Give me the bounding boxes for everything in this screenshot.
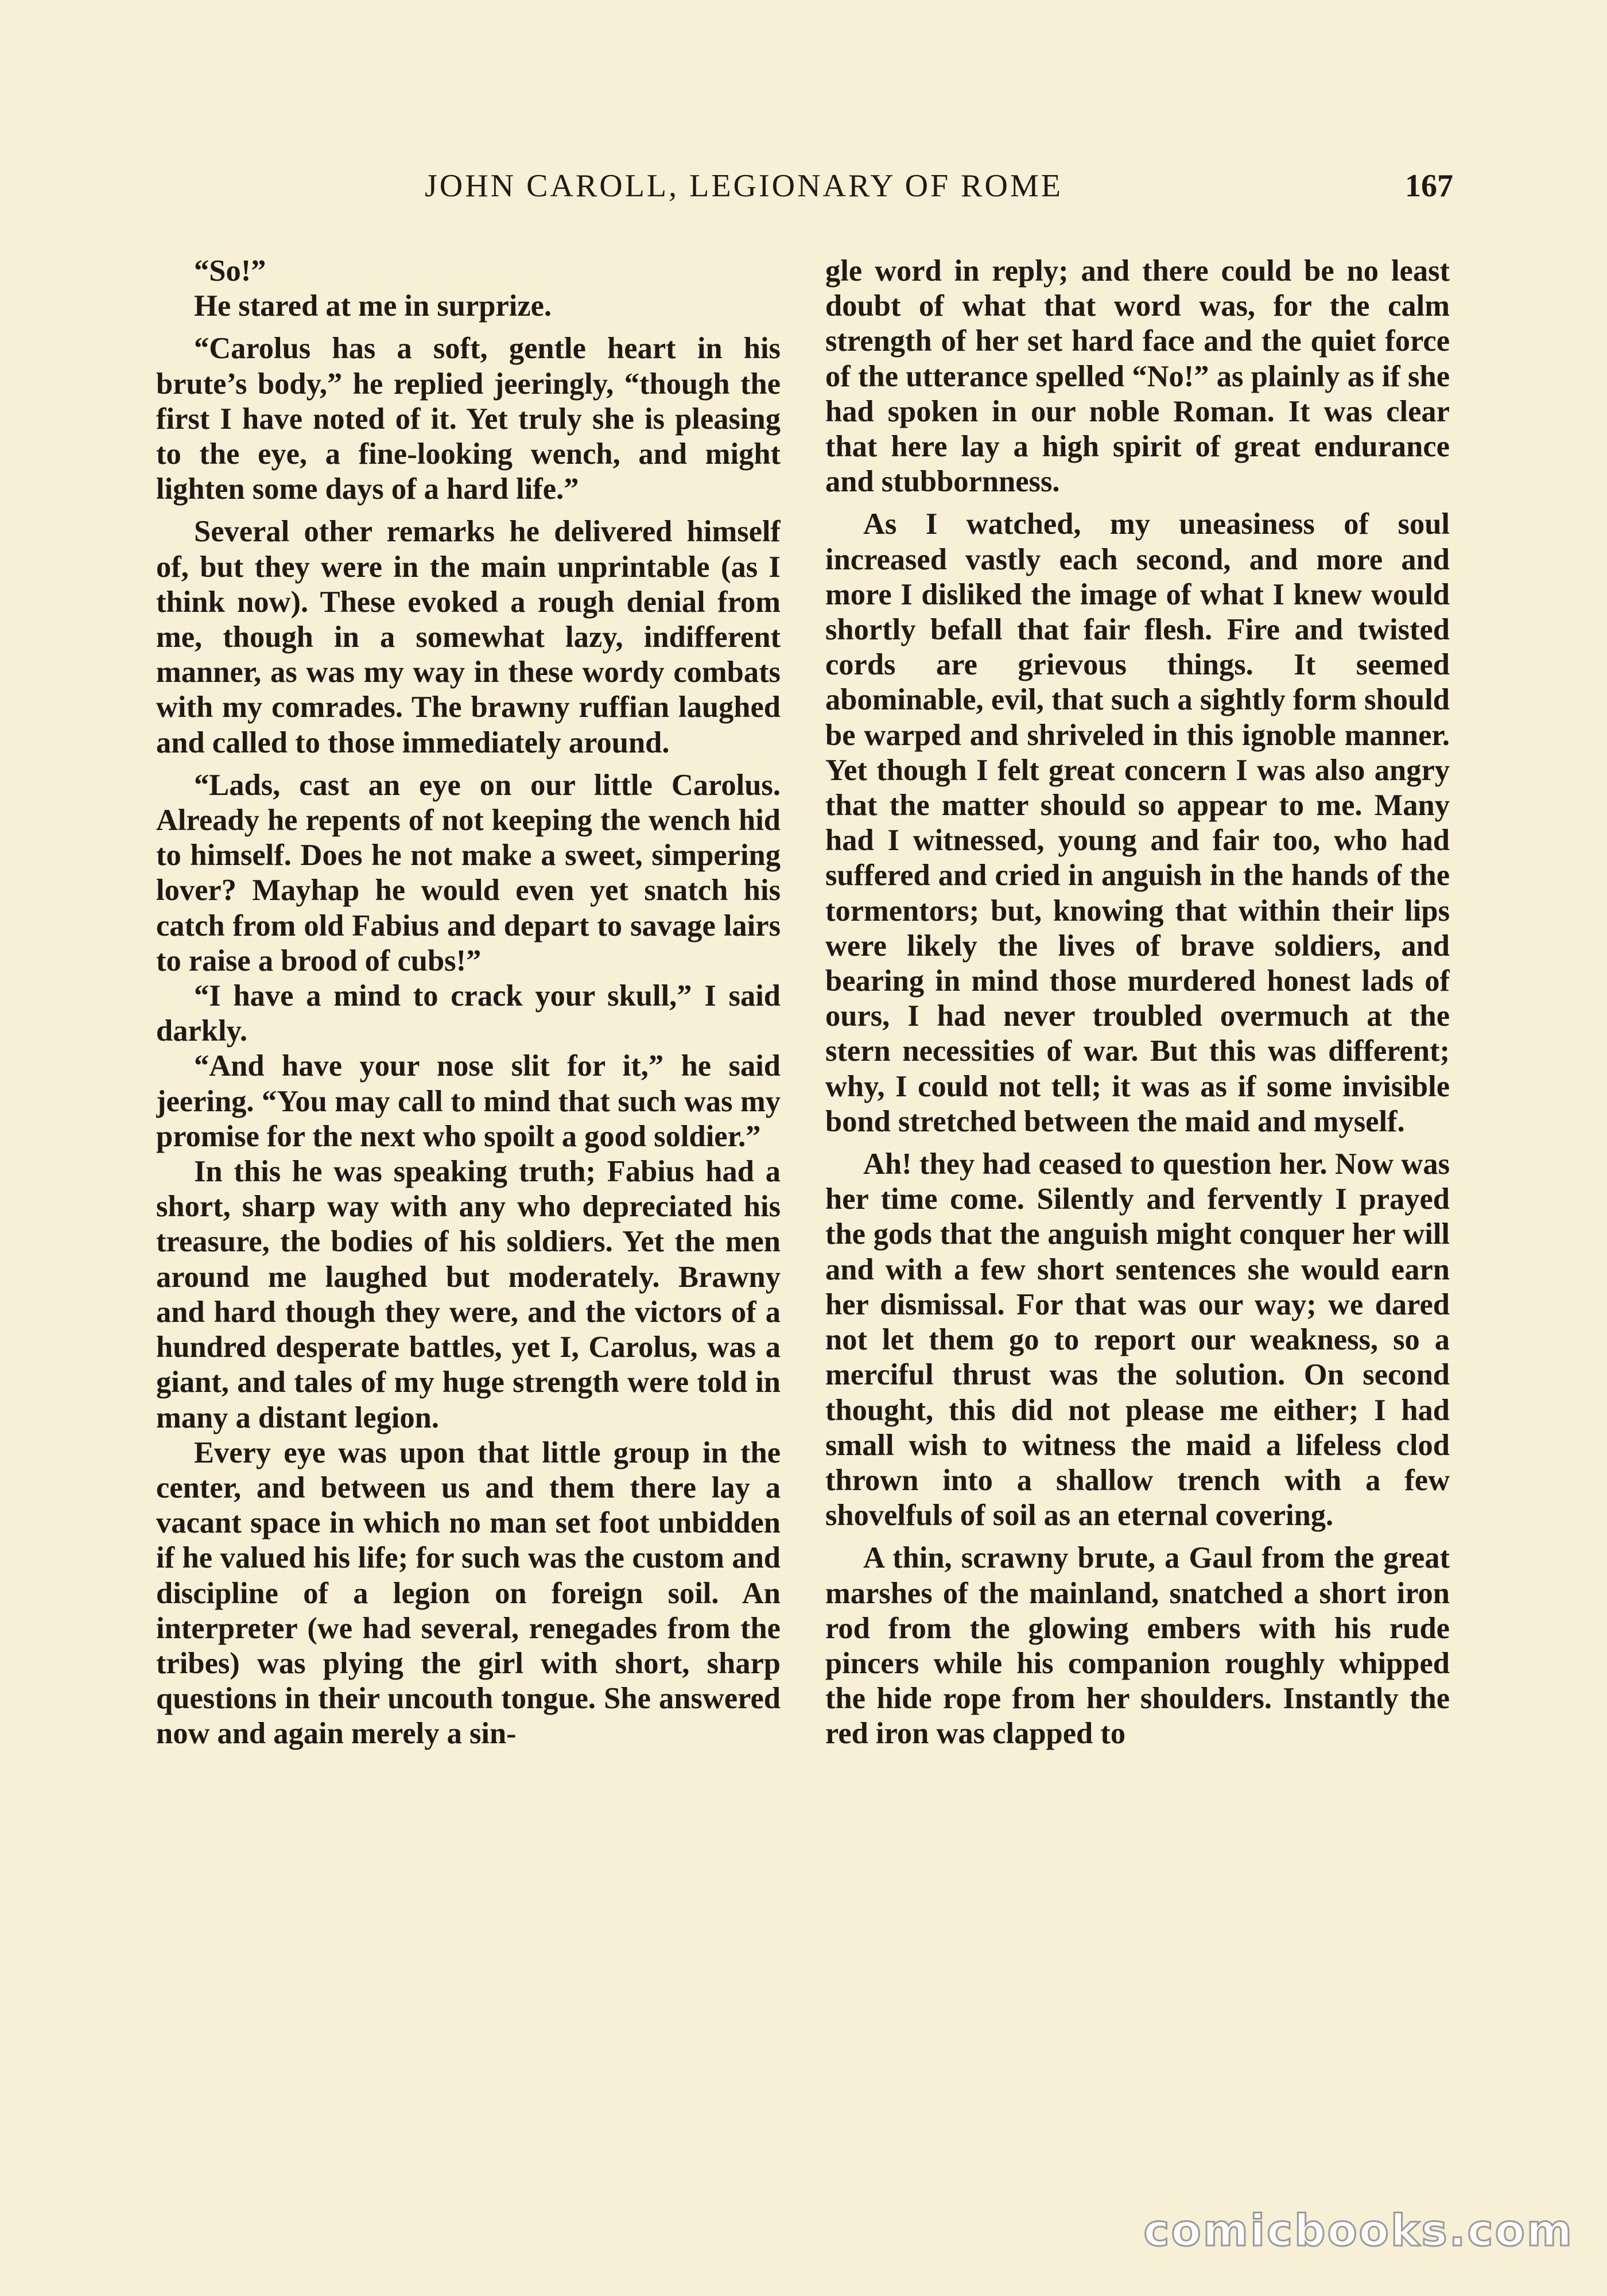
paragraph: “I have a mind to crack your skull,” I said darkly.: [156, 979, 781, 1048]
paragraph: In this he was speaking truth; Fabius had a short, sharp way with any who depreciated his treasure, the bodies of his soldiers. Yet the men around me laughed but moderately. Brawny and hard though they were, and the victors of a hundred desperate battles, yet I, Carolus, was a giant, and tales of my huge strength were told in many a distant legion.: [156, 1155, 781, 1434]
paragraph: “Lads, cast an eye on our little Carolus. Already he repents of not keeping the wench hid to himself. Does he not make a sweet, simpering lover? Mayhap he would even yet snatch his catch from old Fabius and depart to savage lairs to raise a brood of cubs!”: [156, 768, 781, 978]
paragraph: “So!”: [194, 254, 266, 288]
paragraph: A thin, scrawny brute, a Gaul from the great marshes of the mainland, snatched a short iron rod from the glowing embers with his rude pincers while his companion roughly whipped the hide rope from her shoulders. Instantly the red iron was clapped to: [825, 1541, 1450, 1751]
paragraph: Several other remarks he delivered himself of, but they were in the main unprintable (as I think now). These evoked a rough denial from me, though in a somewhat lazy, indifferent manner, as was my way in these wordy combats with my comrades. The brawny ruffian laughed and called to those immediately around.: [156, 515, 781, 759]
running-title: JOHN CAROLL, LEGIONARY OF ROME: [425, 168, 1063, 204]
paragraph: gle word in reply; and there could be no least doubt of what that word was, for the calm strength of her set hard face and the quiet force of the utterance spelled “No!” as plainly as if she had spoken in our noble Roman. It was clear that here lay a high spirit of great endurance and stubbornness.: [825, 254, 1450, 499]
paragraph: Ah! they had ceased to question her. Now was her time come. Silently and fervently I prayed the gods that the anguish might conquer her will and with a few short sentences she would earn her dismissal. For that was our way; we dared not let them go to report our weakness, so a merciful thrust was the solution. On second thought, this did not please me either; I had small wish to witness the maid a lifeless clod thrown into a shallow trench with a few shovelfuls of soil as an eternal covering.: [825, 1147, 1450, 1533]
paragraph: He stared at me in surprize.: [194, 289, 552, 323]
site-watermark: comicbooks.com: [1143, 2205, 1574, 2256]
paragraph: As I watched, my uneasiness of soul increased vastly each second, and more and more I disliked the image of what I knew would shortly befall that fair flesh. Fire and twisted cords are grievous things. It seemed abominable, evil, that such a sightly form should be warped and shriveled in this ignoble manner. Yet though I felt great concern I was also angry that the matter should so appear to me. Many had I witnessed, young and fair too, who had suffered and cried in anguish in the hands of the tormentors; but, knowing that within their lips were likely the lives of brave soldiers, and bearing in mind those murdered honest lads of ours, I had never troubled overmuch at the stern necessities of war. But this was different; why, I could not tell; it was as if some invisible bond stretched between the maid and myself.: [825, 507, 1450, 1138]
left-column: [156, 254, 781, 2122]
paragraph: “And have your nose slit for it,” he said jeering. “You may call to mind that such was my promise for the next who spoilt a good soldier.”: [156, 1049, 781, 1153]
paragraph: “Carolus has a soft, gentle heart in his brute’s body,” he replied jeeringly, “though the first I have noted of it. Yet truly she is pleasing to the eye, a fine-looking wench, and might lighten some days of a hard life.”: [156, 332, 781, 506]
running-header: [155, 168, 1453, 214]
page-number: 167: [1405, 168, 1453, 204]
right-column: [825, 254, 1450, 2122]
paragraph: Every eye was upon that little group in the center, and between us and them there lay a vacant space in which no man set foot unbidden if he valued his life; for such was the custom and discipline of a legion on foreign soil. An interpreter (we had several, renegades from the tribes) was plying the girl with short, sharp questions in their uncouth tongue. She answered now and again merely a sin-: [156, 1436, 781, 1751]
